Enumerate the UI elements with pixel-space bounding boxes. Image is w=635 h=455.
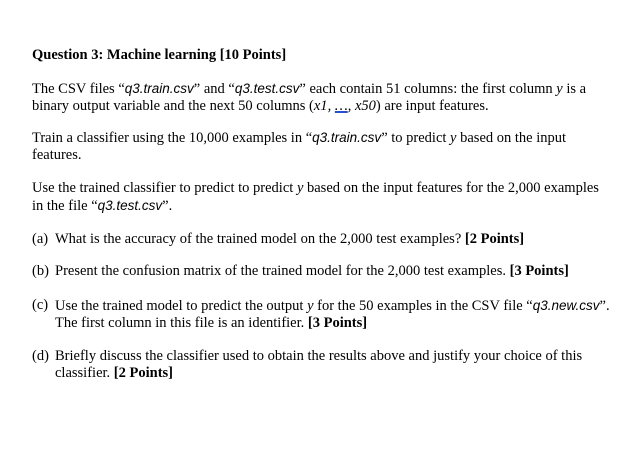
- text-span: Train a classifier using the 10,000 examples in “: [32, 130, 313, 146]
- filename-train: q3.train.csv: [124, 81, 194, 96]
- variable-x1: x1: [313, 98, 328, 114]
- filename-test: q3.test.csv: [97, 198, 163, 213]
- subquestion-label: (d): [32, 348, 49, 364]
- subquestion-text: [55, 263, 612, 280]
- filename-train: q3.train.csv: [312, 130, 382, 145]
- text-span: ,: [327, 98, 335, 114]
- text-span: for the 50 examples in the CSV file “: [313, 298, 533, 314]
- text-span: What is the accuracy of the trained model on the 2,000 test examples?: [55, 231, 462, 247]
- subquestion-text: [55, 348, 612, 382]
- subquestion-label: (c): [32, 297, 49, 313]
- ellipsis-underlined: …: [334, 98, 348, 114]
- text-span: based on the input features.: [32, 130, 567, 163]
- text-span: Present the confusion matrix of the trained model for the 2,000 test examples.: [55, 263, 506, 279]
- intro-paragraph-files: [32, 80, 612, 115]
- text-span: Use the trained classifier to predict to predict: [32, 180, 297, 196]
- variable-y: y: [450, 130, 457, 146]
- text-span: Use the trained model to predict the output: [55, 298, 308, 314]
- text-span: ” to predict: [381, 130, 451, 146]
- text-span: ,: [347, 98, 355, 114]
- variable-y: y: [296, 180, 304, 196]
- points-label: [2 Points]: [464, 231, 525, 247]
- question-heading: Question 3: Machine learning [10 Points]: [32, 47, 287, 63]
- text-span: based on the input features for the 2,000 examples in the file “: [32, 180, 599, 214]
- points-label: [2 Points]: [113, 365, 174, 381]
- subquestion-text: [55, 231, 612, 248]
- text-span: ”.: [162, 198, 173, 214]
- text-span: Briefly discuss the classifier used to obtain the results above and justify your choice of this classifier.: [55, 348, 583, 381]
- variable-y: y: [556, 81, 563, 97]
- subquestion-b: [32, 263, 612, 280]
- subquestion-c: [32, 297, 612, 332]
- subquestion-d: [32, 348, 612, 382]
- train-instruction-paragraph: [32, 129, 612, 164]
- subquestion-label: (a): [32, 231, 49, 247]
- text-span: ”. The first column in this file is an identifier.: [55, 298, 610, 331]
- filename-new: q3.new.csv: [532, 298, 600, 313]
- points-label: [3 Points]: [307, 315, 368, 331]
- test-instruction-paragraph: [32, 180, 612, 215]
- variable-y: y: [307, 298, 314, 314]
- subquestion-label: (b): [32, 263, 49, 279]
- subquestion-a: [32, 231, 612, 248]
- text-span: The CSV files “: [32, 81, 125, 97]
- variable-x50: x50: [354, 98, 376, 114]
- text-span: is a binary output variable and the next 50 columns (: [32, 81, 587, 114]
- subquestion-text: [55, 297, 612, 332]
- points-label: [3 Points]: [509, 263, 569, 279]
- text-span: ” and “: [193, 81, 235, 97]
- filename-test: q3.test.csv: [234, 81, 300, 96]
- text-span: ) are input features.: [375, 98, 489, 114]
- text-span: ” each contain 51 columns: the first column: [299, 81, 557, 97]
